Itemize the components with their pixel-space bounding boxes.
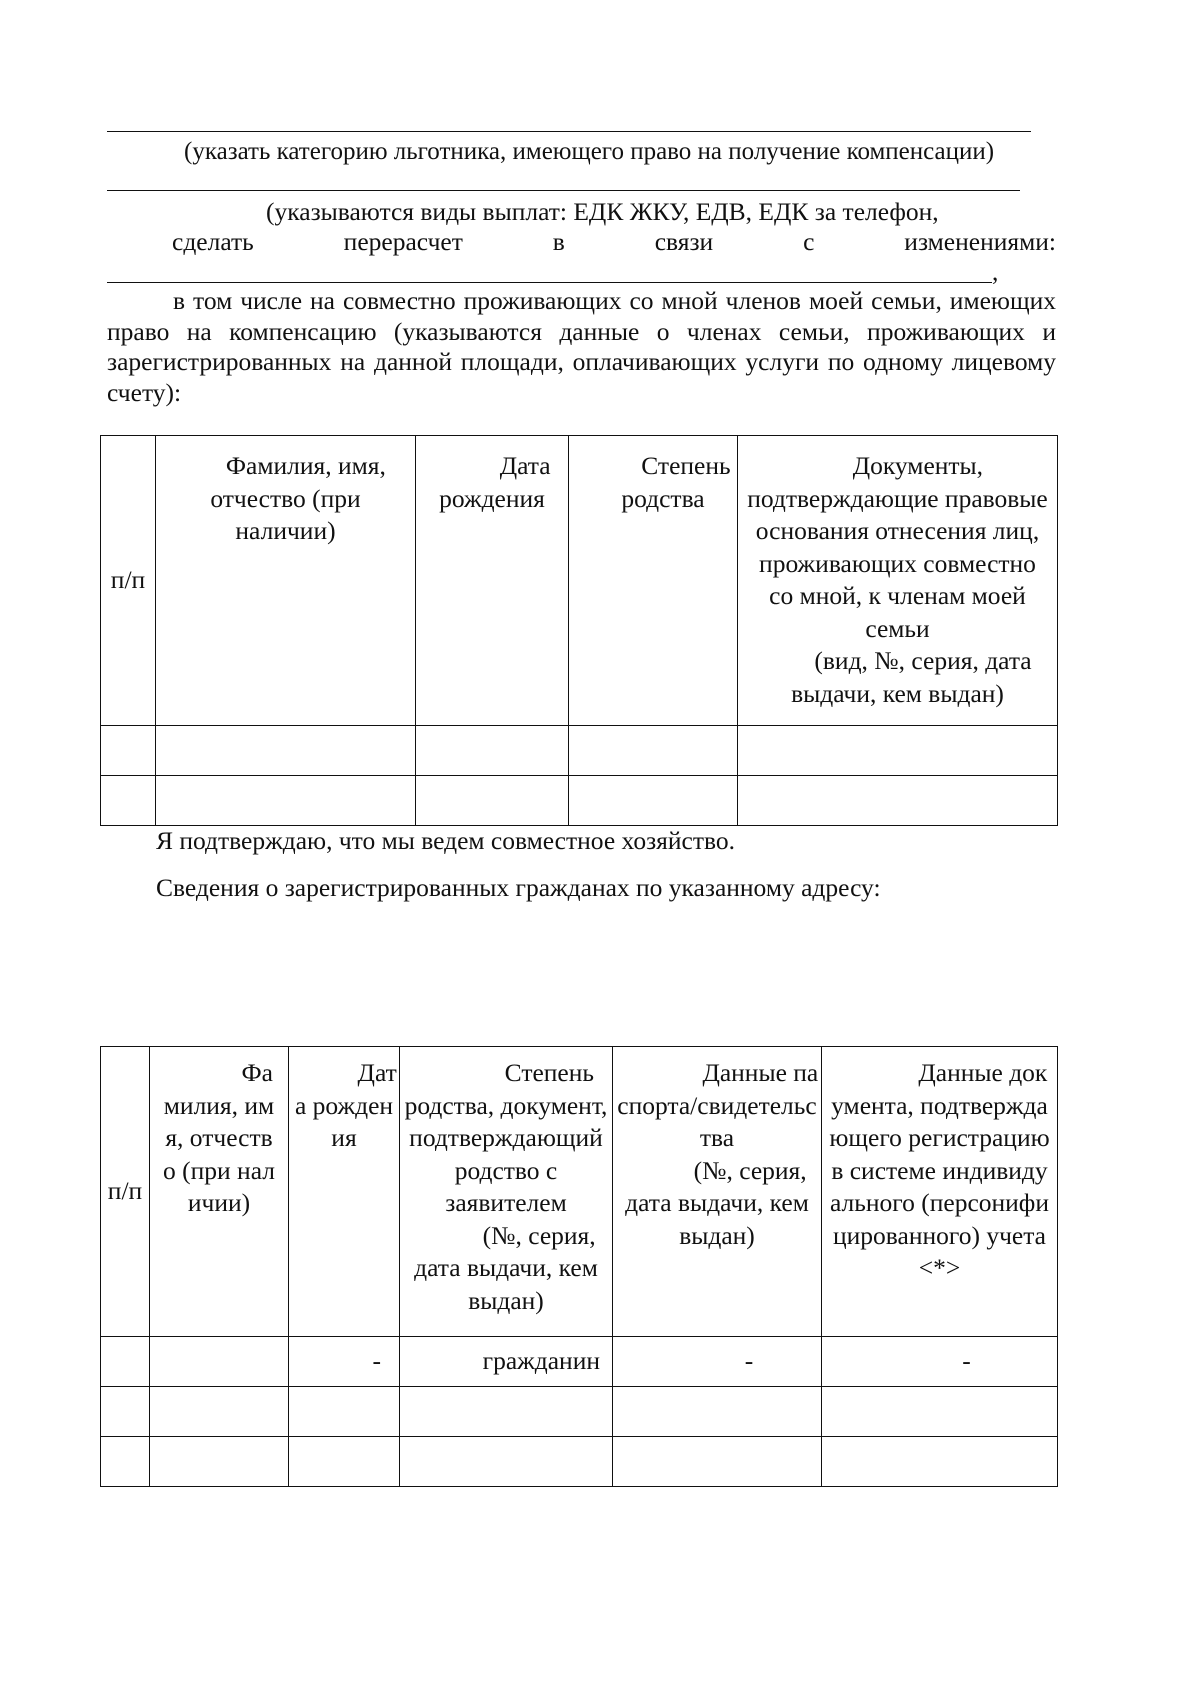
cell-input[interactable]: [613, 1387, 822, 1437]
joint-household-statement: Я подтверждаю, что мы ведем совместное хозяйство.: [156, 826, 735, 855]
recalc-word: с: [803, 227, 815, 256]
recalc-word: перерасчет: [343, 227, 463, 256]
cell-input[interactable]: [400, 1437, 613, 1487]
cell-input[interactable]: [150, 1387, 289, 1437]
registered-citizens-table: [100, 1046, 1058, 1487]
table-row: [101, 1387, 1058, 1437]
table-row: [101, 726, 1058, 776]
header-relation-text: Степень родства, документ, подтверждающий родство с заявителем: [404, 1058, 608, 1217]
family-members-table: [100, 435, 1058, 826]
cell-input[interactable]: [156, 726, 416, 776]
header-birth-text: Дата рождения: [294, 1058, 397, 1152]
header-passport-note: (№, серия, дата выдачи, кем выдан): [625, 1155, 809, 1250]
cell-input[interactable]: [101, 776, 156, 826]
header-num: п/п: [101, 436, 156, 726]
cell-input[interactable]: [416, 776, 569, 826]
cell-input[interactable]: -: [613, 1337, 822, 1387]
cell-input[interactable]: [738, 776, 1058, 826]
header-relation: [400, 1047, 613, 1337]
cell-input[interactable]: [738, 726, 1058, 776]
cell-input[interactable]: [289, 1387, 400, 1437]
cell-input[interactable]: [101, 1337, 150, 1387]
registered-citizens-heading: Сведения о зарегистрированных гражданах по указанному адресу:: [156, 873, 881, 902]
header-name-text: Фамилия, имя, отчество (при наличии): [210, 451, 386, 545]
cell-input[interactable]: [400, 1387, 613, 1437]
cell-input[interactable]: [822, 1387, 1058, 1437]
header-name: [156, 436, 416, 726]
header-birth-text: Дата рождения: [439, 451, 551, 513]
cell-input[interactable]: [101, 1387, 150, 1437]
family-paragraph: в том числе на совместно проживающих со мной членов моей семьи, имеющих право на компенсацию (указываются данные о членах семьи, проживающих и зарегистрированных на данной площади, оплачивающих услуги по одному лицевому счету):: [107, 286, 1056, 407]
recalc-word: изменениями:: [904, 227, 1056, 256]
cell-input[interactable]: [613, 1437, 822, 1487]
cell-input[interactable]: [569, 776, 738, 826]
cell-input[interactable]: [416, 726, 569, 776]
cell-input[interactable]: [101, 726, 156, 776]
cell-input[interactable]: [101, 1437, 150, 1487]
cell-input[interactable]: [150, 1337, 289, 1387]
header-passport-text: Данные паспорта/свидетельства: [617, 1058, 819, 1152]
recalc-word: сделать: [172, 227, 254, 256]
changes-blank-line[interactable]: [107, 282, 992, 283]
header-snils-text: Данные документа, подтверждающего регистрацию в системе индивидуального (персонифицированного) учета <*>: [829, 1058, 1050, 1282]
header-snils: [822, 1047, 1058, 1337]
cell-input[interactable]: -: [822, 1337, 1058, 1387]
header-name-text: Фамилия, имя, отчество (при наличии): [163, 1058, 275, 1217]
recalc-line: [172, 226, 1056, 259]
header-docs-note: (вид, №, серия, дата выдачи, кем выдан): [791, 646, 1032, 708]
table-header-row: [101, 436, 1058, 726]
header-num: п/п: [101, 1047, 150, 1337]
cell-input[interactable]: [289, 1437, 400, 1487]
changes-comma: ,: [992, 257, 999, 286]
recalc-word: связи: [654, 227, 714, 256]
cell-input[interactable]: [569, 726, 738, 776]
header-docs: [738, 436, 1058, 726]
header-docs-text: Документы, подтверждающие правовые основания отнесения лиц, проживающих совместно со мной, к членам моей семьи: [747, 451, 1048, 643]
cell-input[interactable]: [150, 1437, 289, 1487]
table-row: [101, 776, 1058, 826]
header-name: [150, 1047, 289, 1337]
cell-input[interactable]: -: [289, 1337, 400, 1387]
cell-input[interactable]: [156, 776, 416, 826]
header-relation-text: Степень родства: [621, 451, 731, 513]
table-row: [101, 1337, 1058, 1387]
header-relation-note: (№, серия, дата выдачи, кем выдан): [414, 1220, 598, 1315]
payments-blank-line[interactable]: [107, 190, 1020, 191]
table-header-row: [101, 1047, 1058, 1337]
table-row: [101, 1437, 1058, 1487]
recalc-word: в: [552, 227, 565, 256]
header-birth: [289, 1047, 400, 1337]
header-passport: [613, 1047, 822, 1337]
category-blank-line[interactable]: [107, 131, 1031, 132]
cell-input[interactable]: [822, 1437, 1058, 1487]
payments-hint: (указываются виды выплат: ЕДК ЖКУ, ЕДВ, ЕДК за телефон,: [266, 197, 939, 226]
cell-input[interactable]: гражданин: [400, 1337, 613, 1387]
header-relation: [569, 436, 738, 726]
category-hint: (указать категорию льготника, имеющего право на получение компенсации): [184, 138, 995, 165]
header-birth: [416, 436, 569, 726]
